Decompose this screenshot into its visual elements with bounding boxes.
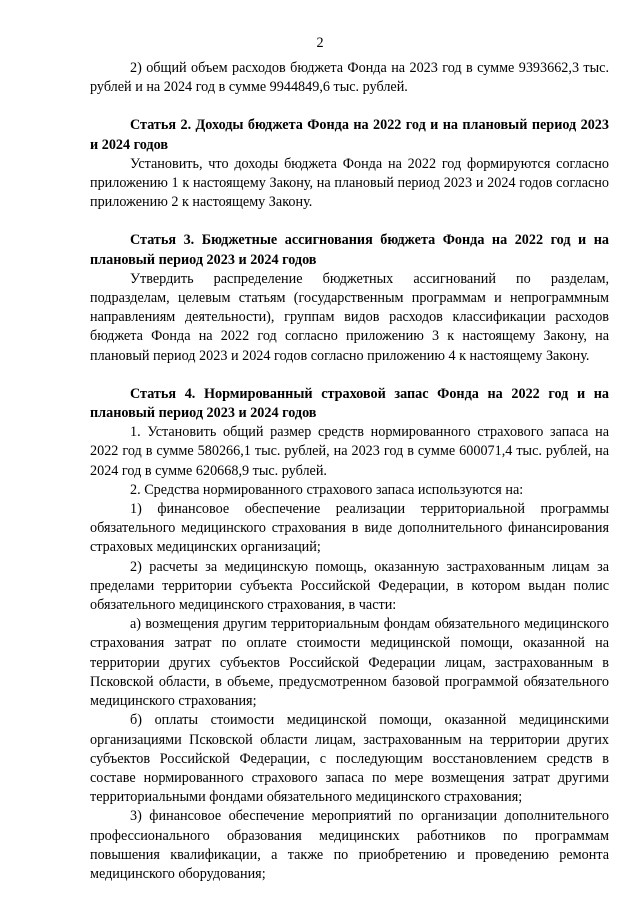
article-4-subpoint-2: 2) расчеты за медицинскую помощь, оказанную застрахованным лицам за пределами территории субъекта Российской Федерации, в котором выдан полис обязательного медицинского страхования, в части: — [90, 558, 609, 614]
article-4-subpoint-2a: а) возмещения другим территориальным фондам обязательного медицинского страхования затрат по оплате стоимости медицинской помощи, оказанной на территории других субъектов Российской Федерации лицам, застрахованным в Псковской области, в объеме, предусмотренном базовой программой обязательного медицинского страхования; — [90, 616, 609, 710]
article-4-subpoint-3: 3) финансовое обеспечение мероприятий по организации дополнительного профессионального образования медицинских работников по программам повышения квалификации, а также по приобретению и проведению ремонта медицинского оборудования; — [90, 808, 609, 882]
article-2-text: Установить, что доходы бюджета Фонда на 2022 год формируются согласно приложению 1 к настоящему Закону, на плановый период 2023 и 2024 годов согласно приложению 2 к настоящему Закону. — [90, 155, 609, 211]
article-3-text: Утвердить распределение бюджетных ассигнований по разделам, подразделам, целевым статьям (государственным программам и непрограммным направлениям деятельности), группам видов расходов классификации расходов бюджета Фонда на 2022 год согласно приложению 3 к настоящему Закону, на плановый период 2023 и 2024 годов согласно приложению 4 к настоящему Закону. — [90, 270, 609, 364]
article-3-heading: Статья 3. Бюджетные ассигнования бюджета Фонда на 2022 год и на плановый период 2023 и 2024 годов — [90, 232, 609, 268]
article-2-heading: Статья 2. Доходы бюджета Фонда на 2022 год и на плановый период 2023 и 2024 годов — [90, 117, 609, 153]
article-4-subpoint-1: 1) финансовое обеспечение реализации территориальной программы обязательного медицинского страхования в виде дополнительного финансирования страховых медицинских организаций; — [90, 501, 609, 556]
article-4-heading: Статья 4. Нормированный страховой запас Фонда на 2022 год и на плановый период 2023 и 2024 годов — [90, 385, 609, 422]
article-4-subpoint-2b: б) оплаты стоимости медицинской помощи, оказанной медицинскими организациями Псковской области лицам, застрахованным на территории других субъектов Российской Федерации, с последующим восстановлением средств в составе нормированного страхового запаса по мере возмещения затрат другими территориальными фондами обязательного медицинского страхования; — [90, 712, 609, 806]
article-4-point-2: 2. Средства нормированного страхового запаса используются на: — [130, 481, 524, 498]
paragraph-total-expenses: 2) общий объем расходов бюджета Фонда на 2023 год в сумме 9393662,3 тыс. рублей и на 2024 год в сумме 9944849,6 тыс. рублей. — [90, 60, 609, 96]
document-body — [90, 59, 609, 884]
page-number: 2 — [316, 35, 324, 51]
article-4-point-1: 1. Установить общий размер средств нормированного страхового запаса на 2022 год в сумме 580266,1 тыс. рублей, на 2023 год в сумме 600071,4 тыс. рублей, на 2024 год в сумме 620668,9 тыс. рублей. — [90, 424, 609, 479]
